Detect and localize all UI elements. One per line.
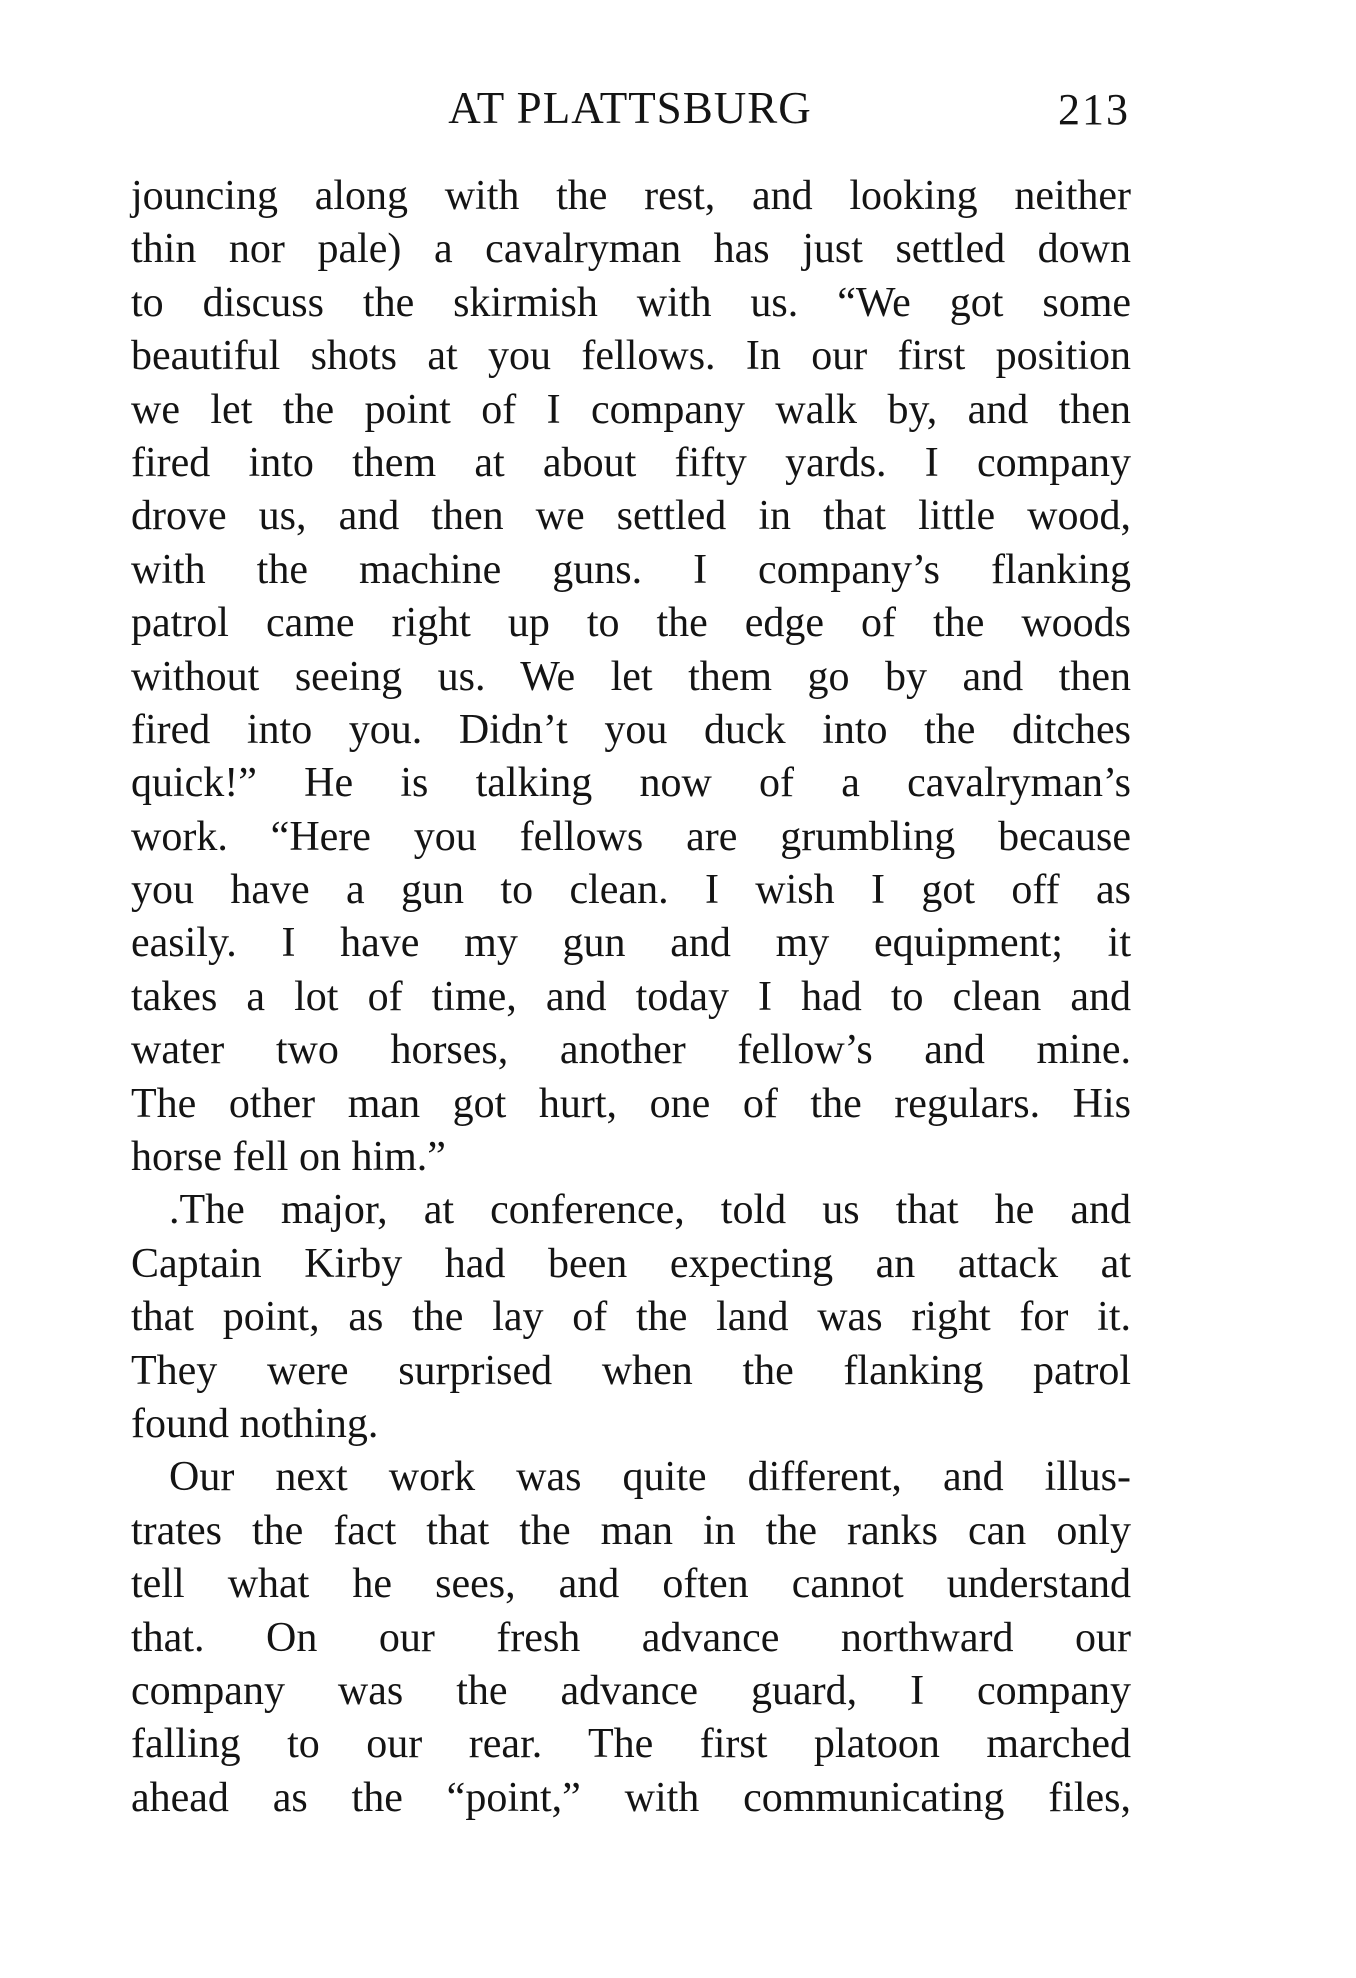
page-number: 213 [1058,85,1130,134]
text-line: fired into them at about fifty yards. I company [131,439,1131,486]
text-line: jouncing along with the rest, and looking neither [131,173,1131,219]
text-line: you have a gun to clean. I wish I got off as [131,867,1131,914]
text-line: work. “Here you fellows are grumbling because [131,813,1131,860]
text-line: quick!” He is talking now of a cavalryman’s [131,760,1131,807]
text-line: found nothing. [131,1400,379,1447]
text-line: falling to our rear. The first platoon marched [131,1721,1131,1768]
text-line: easily. I have my gun and my equipment; it [131,920,1131,967]
text-line: .The major, at conference, told us that he and [169,1187,1131,1234]
text-line: with the machine guns. I company’s flanking [131,546,1131,593]
text-line: thin nor pale) a cavalryman has just settled down [131,226,1131,273]
text-line: Our next work was quite different, and illus- [169,1454,1131,1501]
text-line: drove us, and then we settled in that little wood, [131,493,1131,540]
running-head [130,78,1130,138]
text-line: we let the point of I company walk by, and then [131,386,1131,433]
text-line: without seeing us. We let them go by and then [131,653,1131,700]
text-line: company was the advance guard, I company [131,1667,1131,1714]
text-line: that point, as the lay of the land was right for it. [131,1294,1131,1341]
text-line: Captain Kirby had been expecting an attack at [131,1240,1131,1287]
text-line: horse fell on him.” [131,1134,446,1181]
text-line: They were surprised when the flanking patrol [131,1347,1131,1394]
text-line: takes a lot of time, and today I had to clean and [131,973,1131,1020]
text-line: tell what he sees, and often cannot understand [131,1561,1131,1608]
body-text [131,170,1131,1825]
text-line: The other man got hurt, one of the regulars. His [131,1080,1131,1127]
text-line: ahead as the “point,” with communicating files, [131,1774,1131,1821]
text-line: patrol came right up to the edge of the woods [131,600,1131,647]
text-line: beautiful shots at you fellows. In our first position [131,333,1131,380]
text-line: water two horses, another fellow’s and mine. [131,1027,1131,1074]
text-line: fired into you. Didn’t you duck into the ditches [131,706,1131,753]
running-title: AT PLATTSBURG [448,83,812,133]
text-line: trates the fact that the man in the ranks can only [131,1507,1131,1554]
text-line: to discuss the skirmish with us. “We got some [131,279,1131,326]
text-line: that. On our fresh advance northward our [131,1614,1131,1661]
